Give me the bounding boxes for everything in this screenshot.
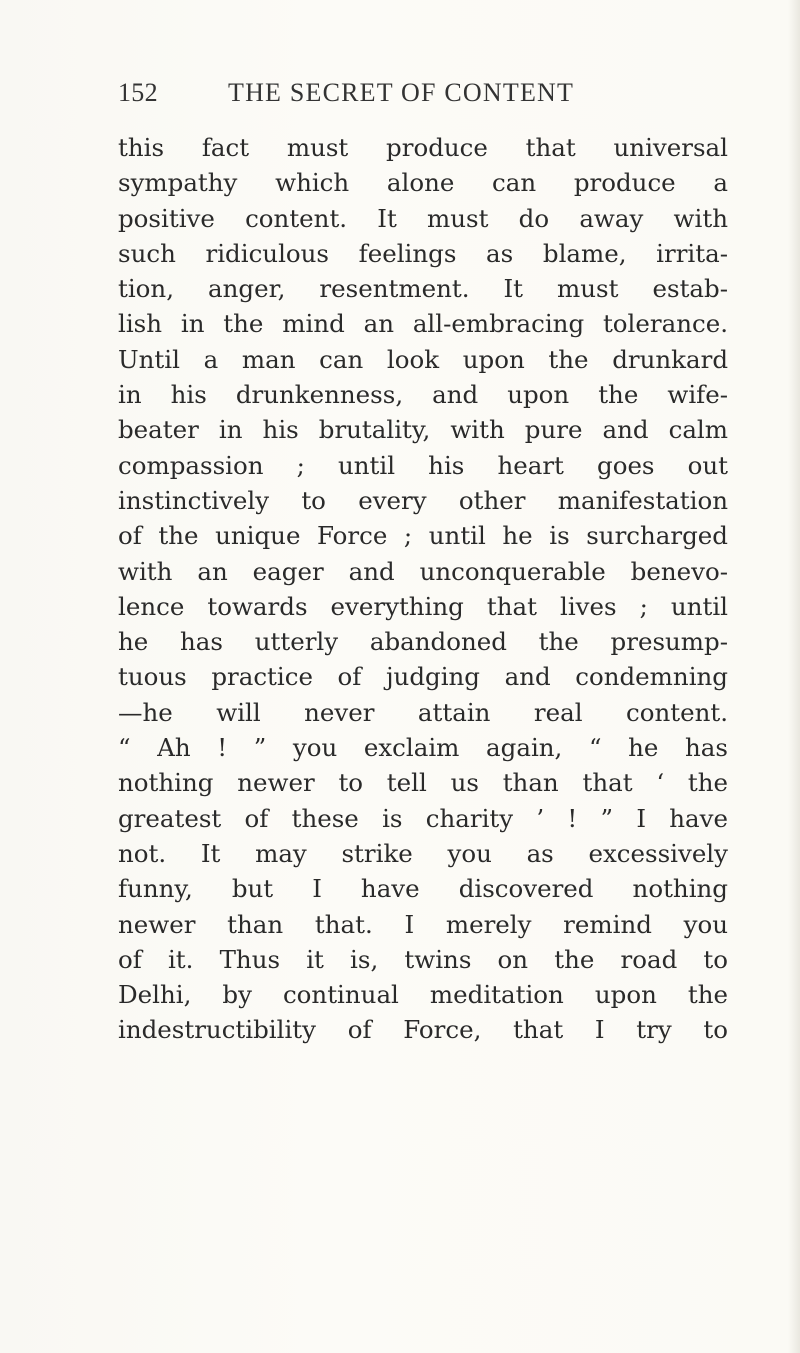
text-line: newer than that. I merely remind you — [118, 909, 728, 939]
text-line: instinctively to every other manifestation — [118, 485, 728, 515]
text-line: not. It may strike you as excessively — [118, 838, 728, 868]
page-number: 152 — [118, 78, 158, 107]
body-text — [118, 130, 728, 1048]
text-line: Delhi, by continual meditation upon the — [118, 980, 728, 1010]
text-line: —he will never attain real content. — [118, 697, 728, 727]
text-line: tion, anger, resentment. It must estab- — [118, 274, 728, 304]
text-line: Until a man can look upon the drunkard — [118, 344, 728, 374]
text-line: nothing newer to tell us than that ‘ the — [118, 768, 728, 798]
text-line: positive content. It must do away with — [118, 203, 728, 233]
page-header — [118, 78, 678, 118]
text-line: in his drunkenness, and upon the wife- — [118, 380, 728, 410]
text-line: of it. Thus it is, twins on the road to — [118, 944, 728, 974]
text-line: sympathy which alone can produce a — [118, 168, 728, 198]
page-edge-shadow — [788, 0, 800, 1353]
text-line: indestructibility of Force, that I try to — [118, 1015, 728, 1045]
text-line: this fact must produce that universal — [118, 133, 728, 162]
text-line: with an eager and unconquerable benevo- — [118, 556, 728, 586]
text-line: funny, but I have discovered nothing — [118, 874, 728, 904]
text-line: compassion ; until his heart goes out — [118, 450, 728, 480]
text-line: lish in the mind an all-embracing tolerance. — [118, 309, 728, 339]
text-line: tuous practice of judging and condemning — [118, 662, 728, 692]
text-line: greatest of these is charity ’ ! ” I have — [118, 803, 728, 833]
text-line: he has utterly abandoned the presump- — [118, 627, 728, 657]
text-line: “ Ah ! ” you exclaim again, “ he has — [118, 733, 728, 763]
text-line: of the unique Force ; until he is surcharged — [118, 521, 728, 551]
running-title: THE SECRET OF CONTENT — [228, 78, 575, 107]
text-line: such ridiculous feelings as blame, irrita- — [118, 238, 728, 268]
text-line: lence towards everything that lives ; until — [118, 591, 728, 621]
text-line: beater in his brutality, with pure and calm — [118, 415, 728, 445]
